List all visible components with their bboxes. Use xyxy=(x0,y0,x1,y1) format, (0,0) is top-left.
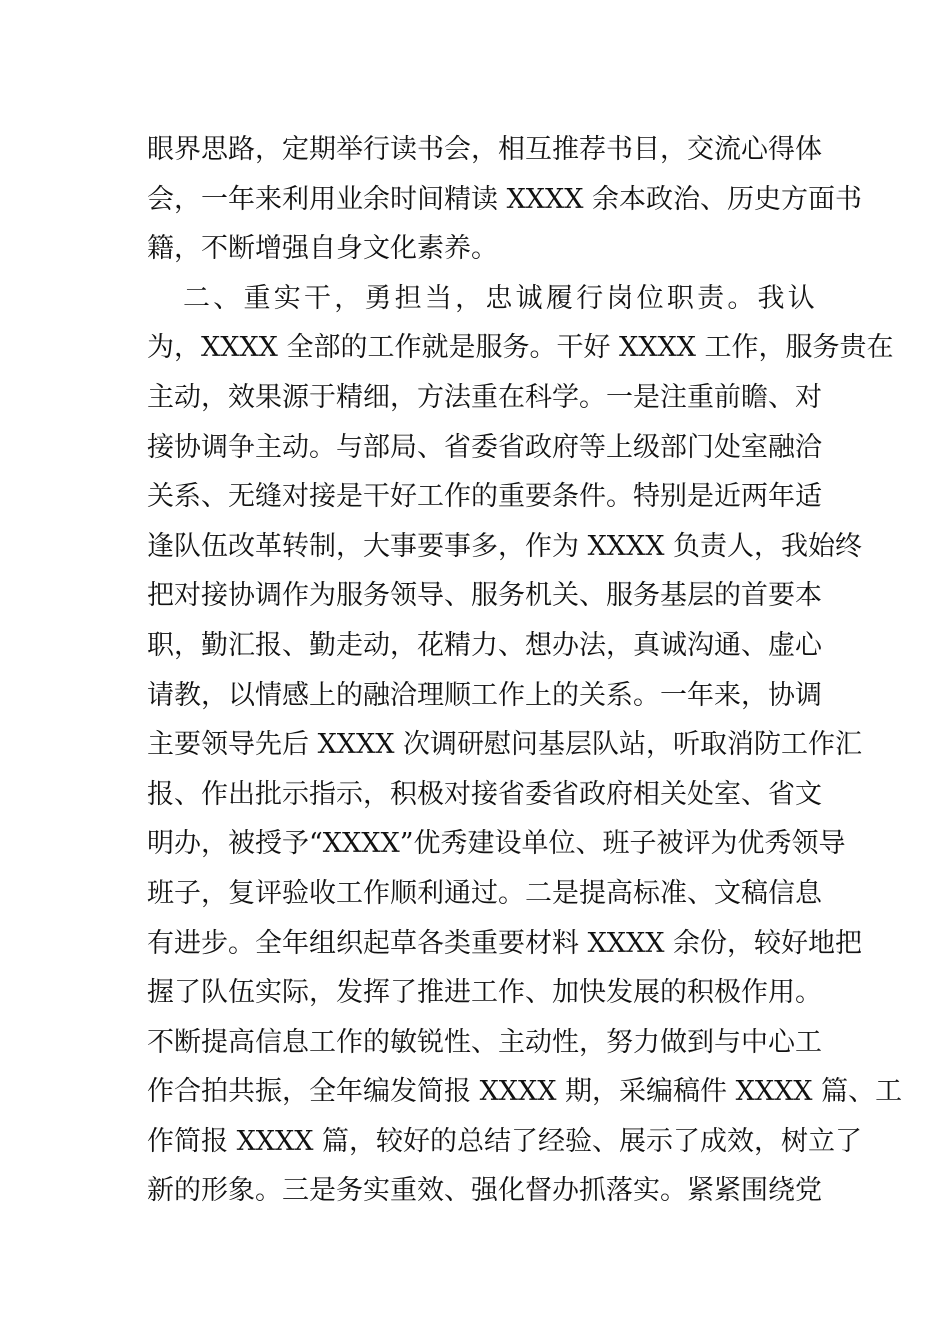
text-line: 职，勤汇报、勤走动，花精力、想办法，真诚沟通、虚心 xyxy=(147,629,822,661)
text-line: 逢队伍改革转制，大事要事多，作为 XXXX 负责人，我始终 xyxy=(147,530,863,562)
text-line: 作合拍共振，全年编发简报 XXXX 期，采编稿件 XXXX 篇、工 xyxy=(147,1076,903,1108)
text-line: 接协调争主动。与部局、省委省政府等上级部门处室融洽 xyxy=(147,431,822,463)
text-line: 不断提高信息工作的敏锐性、主动性，努力做到与中心工 xyxy=(147,1026,822,1058)
text-line: 请教，以情感上的融洽理顺工作上的关系。一年来，协调 xyxy=(147,679,822,711)
text-line: 籍，不断增强自身文化素养。 xyxy=(147,233,498,265)
text-line: 班子，复评验收工作顺利通过。二是提高标准、文稿信息 xyxy=(147,877,822,909)
paragraph-1 xyxy=(147,125,863,274)
text-line: 作简报 XXXX 篇，较好的总结了经验、展示了成效，树立了 xyxy=(147,1125,863,1157)
document-body xyxy=(147,125,903,1216)
text-line: 主动，效果源于精细，方法重在科学。一是注重前瞻、对 xyxy=(147,381,822,413)
paragraph-2 xyxy=(147,274,903,1216)
text-line: 为，XXXX 全部的工作就是服务。干好 XXXX 工作，服务贵在 xyxy=(147,332,894,364)
text-line: 会，一年来利用业余时间精读 XXXX 余本政治、历史方面书 xyxy=(147,183,863,215)
text-line: 报、作出批示指示，积极对接省委省政府相关处室、省文 xyxy=(147,778,822,810)
text-line: 把对接协调作为服务领导、服务机关、服务基层的首要本 xyxy=(147,580,822,612)
text-line: 关系、无缝对接是干好工作的重要条件。特别是近两年适 xyxy=(147,481,822,513)
text-line: 有进步。全年组织起草各类重要材料 XXXX 余份，较好地把 xyxy=(147,927,863,959)
text-line: 新的形象。三是务实重效、强化督办抓落实。紧紧围绕党 xyxy=(147,1175,822,1207)
text-line: 握了队伍实际，发挥了推进工作、加快发展的积极作用。 xyxy=(147,977,822,1009)
text-line: 明办，被授予“XXXX”优秀建设单位、班子被评为优秀领导 xyxy=(147,828,846,860)
text-line: 眼界思路，定期举行读书会，相互推荐书目，交流心得体 xyxy=(147,134,822,165)
text-line: 二、重实干，勇担当，忠诚履行岗位职责。我认 xyxy=(183,282,819,314)
text-line: 主要领导先后 XXXX 次调研慰问基层队站，听取消防工作汇 xyxy=(147,729,863,761)
